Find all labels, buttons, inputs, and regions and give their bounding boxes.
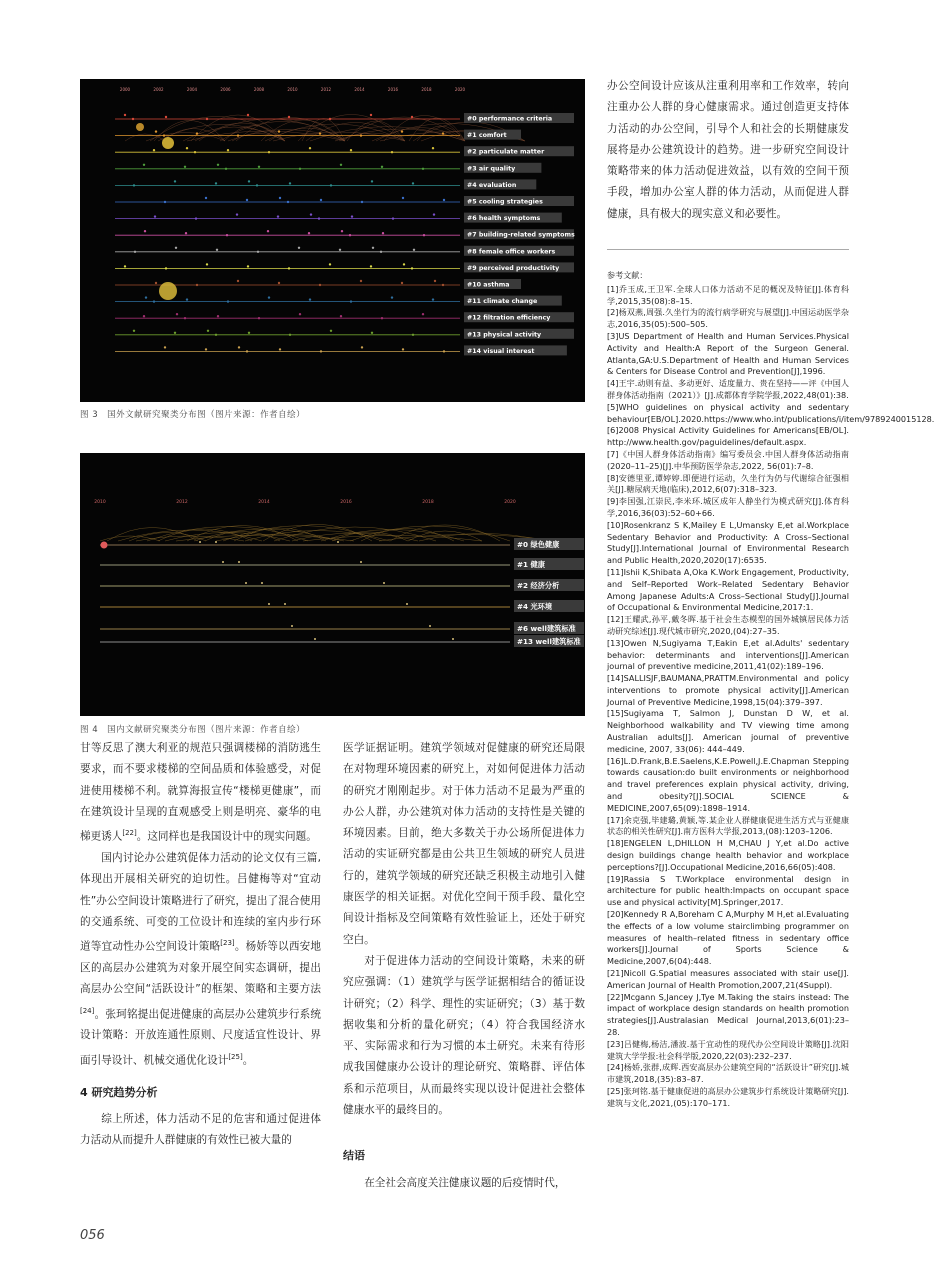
year-tick-label: 2016 (340, 500, 352, 505)
keyword-node (309, 298, 311, 300)
keyword-node (308, 232, 310, 234)
cluster-label: #4 光环境 (517, 602, 553, 611)
year-tick-label: 2006 (220, 87, 231, 92)
keyword-node (164, 346, 166, 348)
keyword-node (361, 346, 363, 348)
reference-item: [21]Nicoll G.Spatial measures associated with stair use[J]. American Journal of Health Promotion,2007,21(4Suppl). (607, 968, 849, 990)
keyword-node (165, 267, 167, 269)
cluster-label: #11 climate change (467, 298, 538, 306)
keyword-node (196, 284, 198, 286)
keyword-node (413, 249, 415, 251)
keyword-node (340, 315, 342, 317)
keyword-node (412, 182, 414, 184)
keyword-node (361, 201, 363, 203)
keyword-node (174, 332, 176, 334)
keyword-node (222, 561, 224, 563)
keyword-node (165, 116, 167, 118)
cluster-label: #12 filtration efficiency (467, 314, 551, 322)
keyword-node (215, 182, 217, 184)
keyword-node (380, 251, 382, 253)
keyword-node (370, 114, 372, 116)
year-tick-label: 2018 (421, 87, 432, 92)
cluster-label: #1 comfort (467, 132, 507, 140)
keyword-node (155, 130, 157, 132)
keyword-node (391, 296, 393, 298)
keyword-node (144, 230, 146, 232)
keyword-node (155, 282, 157, 284)
cluster-label: #6 health symptoms (467, 215, 541, 223)
keyword-node (289, 334, 291, 336)
year-tick-label: 2010 (94, 500, 106, 505)
cluster-label: #1 健康 (517, 560, 545, 569)
keyword-node (371, 180, 373, 182)
reference-item: [24]杨娇,张群,成辉.西安高层办公建筑空间的“活跃设计”研究[J].城市建筑,2018,(35):83–87. (607, 1062, 849, 1085)
keyword-node (360, 561, 362, 563)
keyword-node (261, 582, 263, 584)
cluster-label: #6 well建筑标准 (517, 624, 576, 633)
keyword-node (247, 265, 249, 267)
references (607, 270, 935, 1110)
keyword-node (199, 541, 201, 543)
cluster-label: #4 evaluation (467, 181, 517, 189)
keyword-node (350, 149, 352, 151)
keyword-node (136, 123, 144, 131)
figure-3-caption: 图 3 国外文献研究聚类分布图（图片来源：作者自绘） (80, 410, 306, 420)
reference-item: [1]乔玉成,王卫军.全球人口体力活动不足的概况及特征[J].体育科学,2015,35(08):8–15. (607, 283, 849, 306)
figure-3-svg (80, 79, 585, 402)
keyword-node (406, 603, 408, 605)
keyword-node (329, 263, 331, 265)
keyword-node (360, 134, 362, 136)
keyword-node (267, 230, 269, 232)
keyword-node (401, 282, 403, 284)
reference-item: [9]李国强,江崇民,李米环.城区成年人静坐行为模式研究[J].体育科学,2016,36(03):52–60+66. (607, 496, 849, 518)
reference-item: [25]张珂铭.基于健康促进的高层办公建筑步行系统设计策略研究[J].建筑与文化,2021,(05):170–171. (607, 1085, 849, 1108)
paragraph: 综上所述，体力活动不足的危害和通过促进体力活动从而提升人群健康的有效性已被大量的 (80, 1112, 321, 1147)
page-number: 056 (80, 1228, 105, 1243)
paragraph: 医学证据证明。建筑学领域对促健康的研究还局限在对物理环境因素的研究上，对如何促进体力活动的研究才刚刚起步。对于体力活动不足最为严重的办公人群，办公建筑对体力活动的支持性是关键的环境因素。目前，绝大多数关于办公场所促进体力活动的实证研究都是由公共卫生领域的研究人员进行的，建筑学领域的研究还缺乏积极主动地引入健康医学的相关证据。对优化空间干预手段、量化空间设计指标及空间策略有效性验证上，还处于研究空白。 (343, 742, 585, 946)
keyword-node (279, 348, 281, 350)
keyword-node (320, 199, 322, 201)
keyword-node (341, 230, 343, 232)
reference-item: [16]L.D.Frank,B.E.Saelens,K.E.Powell,J.E.Chapman Stepping towards causation:do built environments or neighborhood and travel preferences explain physical activity, driving, and obesity?[J].SOCIAL SCIENCE & MEDICINE,2007,65(09):1898–1914. (607, 755, 849, 813)
keyword-node (402, 348, 404, 350)
year-tick-label: 2020 (454, 87, 466, 92)
keyword-node (237, 280, 239, 282)
body-column-2 (343, 738, 585, 1194)
citation-arc (347, 121, 405, 141)
keyword-node (383, 582, 385, 584)
keyword-node (245, 582, 247, 584)
keyword-node (434, 280, 436, 282)
reference-item: [23]吕健梅,杨洁,潘波.基于宜动性的现代办公空间设计策略[J].沈阳建筑大学学报:社会科学版,2020,22(03):232–237. (607, 1038, 849, 1061)
paragraph: 国内讨论办公建筑促体力活动的论文仅有三篇,体现出开展相关研究的迫切性。吕健梅等对“宜动性”办公空间设计策略进行了研究，提出了混合使用的交通系统、可变的工位设计和连续的室内步行环道等宜动性办公空间设计策略[23]。杨娇等以西安地区的高层办公建筑为对象开展空间实态调研，提出高层办公空间“活跃设计”的框架、策略和主要方法[24]。张珂铭提出促进健康的高层办公建筑步行系统设计策略：开放连通性原则、尺度适宜性设计、界面引导设计、机械交通优化设计[25]。 (80, 852, 322, 1067)
cluster-label: #2 particulate matter (467, 148, 545, 156)
keyword-node (452, 638, 454, 640)
keyword-node (145, 296, 147, 298)
keyword-node (227, 300, 229, 302)
keyword-node (372, 247, 374, 249)
keyword-node (381, 166, 383, 168)
keyword-node (205, 197, 207, 199)
reference-item: [4]王宇.动则有益、多动更好、适度量力、贵在坚持——评《中国人群身体活动指南（2021）》[J].成都体育学院学报,2022,48(01):38. (607, 378, 849, 400)
keyword-node (185, 232, 187, 234)
keyword-node (217, 315, 219, 317)
paragraph: 办公空间设计应该从注重利用率和工作效率，转向注重办公人群的身心健康需求。通过创造更支持体力活动的办公空间，引导个人和社会的长期健康发展将是办公建筑设计的趋势。进一步研究空间设计策略带来的体力活动促进效益，以有效的空间干预手段，增加办公室人群的体力活动，从而促进人群健康，具有极大的现实意义和必要性。 (607, 80, 849, 220)
keyword-node (310, 213, 312, 215)
keyword-node (163, 134, 165, 136)
divider (607, 249, 849, 250)
keyword-node (164, 201, 166, 203)
year-tick-label: 2018 (422, 500, 434, 505)
keyword-node (226, 234, 228, 236)
keyword-node (215, 541, 217, 543)
year-tick-label: 2020 (504, 500, 516, 505)
year-tick-label: 2008 (253, 87, 265, 92)
keyword-node (299, 313, 301, 315)
keyword-node (247, 114, 249, 116)
keyword-node (278, 130, 280, 132)
reference-item: [6]2008 Physical Activity Guidelines for Americans[EB/OL]. http://www.health.gov/paguidelines/default.aspx. (607, 425, 849, 448)
cluster-label: #10 asthma (467, 281, 510, 289)
reference-item: [15]Sugiyama T, Salmon J, Dunstan D W, et al. Neighborhood walkability and TV viewing time among Australian adults[J]. American journal of preventive medicine, 2007, 33(06): 444–449. (607, 708, 849, 754)
keyword-node (246, 199, 248, 201)
keyword-node (196, 132, 198, 134)
keyword-node (132, 118, 134, 120)
keyword-node (134, 251, 136, 253)
year-tick-label: 2012 (320, 87, 332, 92)
keyword-node (330, 184, 332, 186)
keyword-node (268, 296, 270, 298)
year-tick-label: 2002 (153, 87, 164, 92)
reference-item: [10]Rosenkranz S K,Mailey E L,Umansky E,et al.Workplace Sedentary Behavior and Productivity: A Cross–Sectional Study[J].International Journal of Environmental Research and Public Health,2020,2020(17):6535. (607, 519, 849, 566)
cluster-label: #8 female office workers (467, 248, 556, 256)
keyword-node (133, 184, 135, 186)
keyword-node (329, 118, 331, 120)
keyword-node (382, 232, 384, 234)
keyword-node (402, 197, 404, 199)
keyword-node (443, 350, 445, 352)
keyword-node (162, 137, 174, 149)
keyword-node (291, 625, 293, 627)
figure-4-svg (80, 453, 585, 716)
reference-item: [2]杨双燕,周强.久坐行为的流行病学研究与展望[J].中国运动医学杂志,2016,35(05):500–505. (607, 307, 849, 330)
keyword-node (422, 313, 424, 315)
keyword-node (339, 249, 341, 251)
keyword-node (205, 348, 207, 350)
cluster-label: #0 performance criteria (467, 115, 553, 123)
keyword-node (206, 118, 208, 120)
cluster-label: #14 visual interest (467, 347, 535, 355)
figure-3-cluster-timeline (80, 79, 585, 402)
reference-item: [7]《中国人群身体活动指南》编写委员会.中国人群身体活动指南(2020–11–25)[J].中华预防医学杂志,2022, 56(01):7–8. (607, 448, 849, 471)
keyword-node (238, 346, 240, 348)
reference-item: [13]Owen N,Sugiyama T,Eakin E,et al.Adults' sedentary behavior: determinants and interventions[J].American journal of preventive medicine,2011,41(02):189–196. (607, 637, 849, 672)
section-heading: 结语 (343, 1149, 365, 1163)
keyword-node (207, 330, 209, 332)
body-column-3 (607, 76, 849, 225)
keyword-node (401, 130, 403, 132)
reference-item: [22]Mcgann S,Jancey J,Tye M.Taking the stairs instead: The impact of workplace design standards on health promotion strategies[J].Australasian Medical Journal,2013,6(01):23–28. (607, 991, 849, 1037)
keyword-node (443, 199, 445, 201)
keyword-node (184, 166, 186, 168)
reference-item: [5]WHO guidelines on physical activity and sedentary behaviour[EB/OL].2020.https://www.who.int/publications/i/item/9789240015128. (607, 401, 935, 424)
keyword-node (268, 603, 270, 605)
cluster-label: #3 air quality (467, 165, 516, 173)
keyword-node (288, 267, 290, 269)
keyword-node (284, 603, 286, 605)
reference-item: [20]Kennedy R A,Boreham C A,Murphy M H,et al.Evaluating the effects of a low volume stairclimbing programmer on measures of health–related fitness in sedentary office workers[J].Journal of Sports Science & Medicine,2007,6(04):448. (607, 909, 849, 967)
keyword-node (350, 300, 352, 302)
keyword-node (314, 638, 316, 640)
cluster-label: #13 well建筑标准 (517, 637, 581, 646)
section-heading: 4 研究趋势分析 (80, 1085, 158, 1099)
keyword-node (236, 213, 238, 215)
keyword-node (206, 263, 208, 265)
references-title: 参考文献： (607, 270, 648, 280)
keyword-node (246, 350, 248, 352)
figure-4-cluster-timeline (80, 453, 585, 716)
keyword-node (159, 282, 177, 300)
keyword-node (330, 330, 332, 332)
keyword-node (227, 149, 229, 151)
keyword-node (422, 168, 424, 170)
keyword-node (257, 251, 259, 253)
reference-item: [3]US Department of Health and Human Services.Physical Activity and Health:A Report of the Surgeon General. Atlanta,GA:U.S.Department of Health and Human Services & Centers for Disease Control and Prevention[J],1996. (607, 330, 849, 377)
keyword-node (299, 168, 301, 170)
keyword-node (268, 151, 270, 153)
keyword-node (133, 330, 135, 332)
keyword-node (288, 116, 290, 118)
year-tick-label: 2014 (354, 87, 365, 92)
year-tick-label: 2000 (119, 87, 131, 92)
keyword-node (215, 334, 217, 336)
keyword-node (174, 180, 176, 182)
keyword-node (186, 147, 188, 149)
keyword-node (318, 217, 320, 219)
keyword-node (432, 298, 434, 300)
keyword-node (349, 234, 351, 236)
year-tick-label: 2010 (287, 87, 298, 92)
keyword-node (153, 149, 155, 151)
keyword-node (423, 234, 425, 236)
keyword-node (176, 313, 178, 315)
keyword-node (370, 265, 372, 267)
keyword-node (309, 147, 311, 149)
keyword-node (298, 247, 300, 249)
keyword-node (237, 134, 239, 136)
reference-item: [17]余克强,毕建璐,黄颖,等.某企业人群健康促进生活方式与亚健康状态的相关性研究[J].南方医科大学报,2013,(08):1203–1206. (607, 814, 849, 837)
body-column-1 (80, 738, 321, 1151)
keyword-node (392, 217, 394, 219)
keyword-node (391, 151, 393, 153)
reference-item: [11]Ishii K,Shibata A,Oka K.Work Engagement, Productivity, and Self–Reported Work–Related Sedentary Behavior Among Japanese Adults:A Cross–Sectional Study[J].Journal of Occupational & Environmental Medicine,2017:1. (607, 566, 849, 613)
keyword-node (154, 215, 156, 217)
cluster-label: #0 绿色健康 (517, 540, 560, 549)
keyword-node (238, 561, 240, 563)
keyword-node (279, 197, 281, 199)
reference-list (607, 283, 935, 1110)
keyword-node (186, 298, 188, 300)
cluster-label: #13 physical activity (467, 331, 542, 339)
keyword-node (442, 284, 444, 286)
keyword-node (432, 147, 434, 149)
keyword-node (216, 249, 218, 251)
keyword-node (124, 114, 126, 116)
keyword-node (101, 542, 108, 549)
keyword-node (248, 332, 250, 334)
reference-item: [19]Rassia S T.Workplace environmental design in architecture for public health:Impacts on occupant space use and physical activity[M].Springer,2017. (607, 873, 849, 908)
year-tick-label: 2012 (176, 500, 188, 505)
year-tick-label: 2016 (387, 87, 399, 92)
keyword-node (319, 132, 321, 134)
keyword-node (411, 267, 413, 269)
reference-item: [12]王耀武,孙平,戴冬晖.基于社会生态模型的国外城镇居民体力活动研究综述[J].现代城市研究,2020,(04):27–35. (607, 614, 849, 636)
keyword-node (143, 315, 145, 317)
reference-item: [14]SALLISJF,BAUMANA,PRATTM.Environmental and policy interventions to promote physical activity[J].American Journal of Preventive Medicine,1998,15(04):379–397. (607, 673, 849, 707)
cluster-label: #7 building-related symptoms (467, 231, 575, 239)
cluster-label: #9 perceived productivity (467, 264, 560, 272)
reference-item: [18]ENGELEN L,DHILLON H M,CHAU J Y,et al.Do active design buildings change health behavior and workplace perceptions?[J].Occupational Medicine,2016,66(05):408. (607, 838, 849, 872)
keyword-node (225, 168, 227, 170)
cluster-label: #5 cooling strategies (467, 198, 543, 206)
keyword-node (371, 332, 373, 334)
paragraph: 甘等反思了澳大利亚的规范只强调楼梯的消防逃生要求，而不要求楼梯的空间品质和体验感受，对促进使用楼梯不利。就算海报宣传“楼梯更健康”，而在建筑设计呈现的直观感受上则是明亮、豪华的电梯更诱人[22]。这同样也是我国设计中的现实问题。 (80, 742, 321, 843)
keyword-node (360, 280, 362, 282)
keyword-node (320, 350, 322, 352)
keyword-node (337, 541, 339, 543)
keyword-node (351, 215, 353, 217)
keyword-node (412, 334, 414, 336)
keyword-node (248, 180, 250, 182)
keyword-node (194, 151, 196, 153)
year-tick-label: 2014 (258, 500, 270, 505)
keyword-node (381, 317, 383, 319)
keyword-node (433, 213, 435, 215)
keyword-node (143, 164, 145, 166)
year-tick-label: 2004 (186, 87, 198, 92)
keyword-node (287, 201, 289, 203)
reference-item: [8]安德里亚,谭婷婷.即便进行运动，久坐行为仍与代谢综合征强相关[J].糖尿病天地(临床),2012,6(07):318–323. (607, 472, 849, 495)
keyword-node (258, 166, 260, 168)
paragraph: 对于促进体力活动的空间设计策略，未来的研究应强调：（1）建筑学与医学证据相结合的循证设计研究；（2）科学、理性的实证研究；（3）基于数据收集和分析的量化研究；（4）符合我国经济水平、实际需求和行为习惯的本土研究。未来有待形成我国健康办公设计的理论研究、策略群、评估体系和示范项目，从而最终实现以设计促进社会整体健康水平的最终目的。 (343, 954, 585, 1117)
keyword-node (411, 116, 413, 118)
figure-4-caption: 图 4 国内文献研究聚类分布图（图片来源：作者自绘） (80, 725, 306, 735)
keyword-node (340, 164, 342, 166)
keyword-node (278, 282, 280, 284)
paragraph: 在全社会高度关注健康议题的后疫情时代， (364, 1176, 566, 1189)
keyword-node (429, 625, 431, 627)
keyword-node (175, 247, 177, 249)
keyword-node (319, 284, 321, 286)
keyword-node (195, 217, 197, 219)
keyword-node (442, 132, 444, 134)
keyword-node (184, 317, 186, 319)
cluster-label: #2 经济分析 (517, 581, 560, 590)
keyword-node (403, 263, 405, 265)
keyword-node (258, 317, 260, 319)
keyword-node (289, 182, 291, 184)
keyword-node (153, 300, 155, 302)
keyword-node (124, 265, 126, 267)
keyword-node (217, 164, 219, 166)
keyword-node (277, 215, 279, 217)
keyword-node (256, 184, 258, 186)
